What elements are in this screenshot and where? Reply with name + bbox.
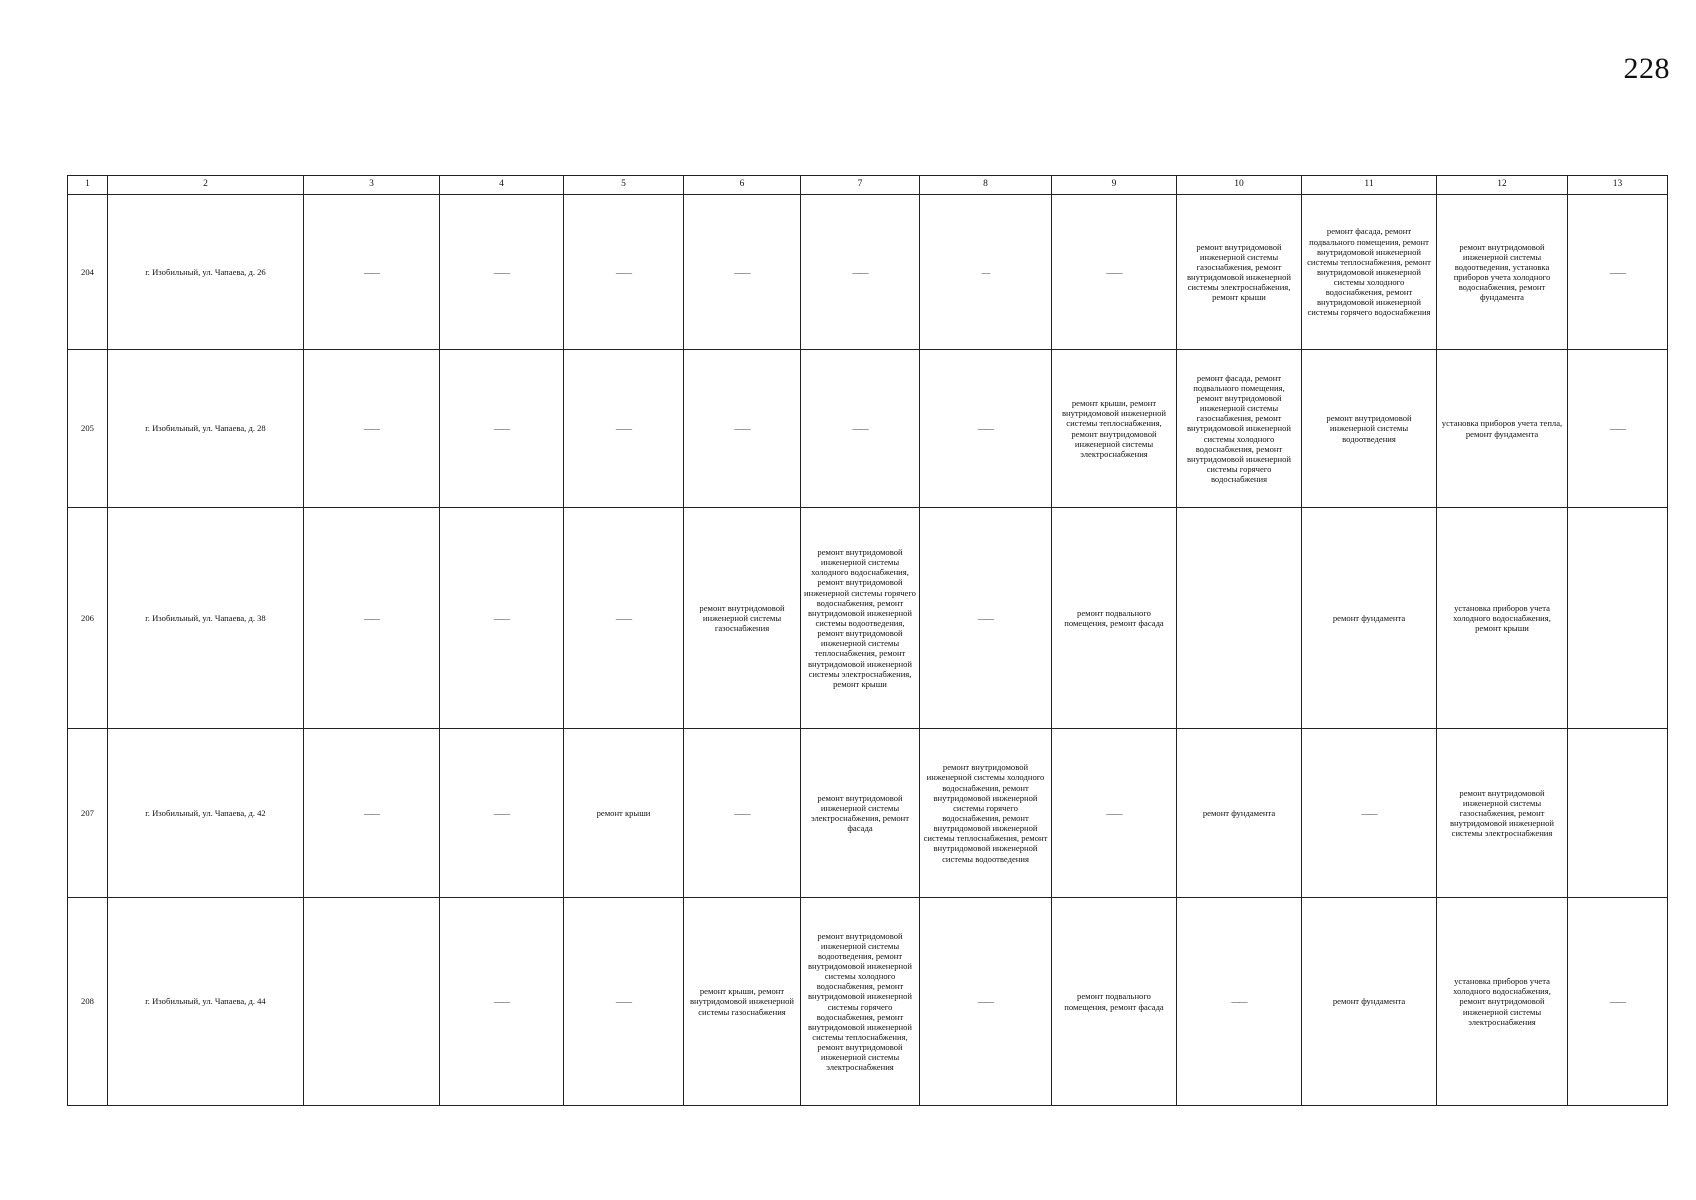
table-cell: ремонт внутридомовой инженерной системы водоотведения	[1302, 350, 1437, 508]
table-cell: ——	[920, 350, 1052, 508]
table-cell: ремонт внутридомовой инженерной системы холодного водоснабжения, ремонт внутридомовой инженерной системы горячего водоснабжения, ремонт внутридомовой инженерной системы теплоснабжения, ремонт внутридомовой инженерной системы водоотведения	[920, 729, 1052, 898]
row-number: 204	[68, 195, 108, 350]
table-cell: ремонт подвального помещения, ремонт фасада	[1052, 508, 1177, 729]
table-cell: ——	[920, 898, 1052, 1106]
column-number: 3	[304, 176, 440, 195]
table-cell: ——	[440, 729, 564, 898]
column-number: 4	[440, 176, 564, 195]
table-cell: ремонт внутридомовой инженерной системы газоснабжения, ремонт внутридомовой инженерной системы электроснабжения	[1437, 729, 1568, 898]
table-cell: ——	[304, 508, 440, 729]
table-cell: ——	[440, 195, 564, 350]
table-cell: установка приборов учета тепла, ремонт фундамента	[1437, 350, 1568, 508]
table-cell: ——	[440, 350, 564, 508]
column-number: 7	[801, 176, 920, 195]
table-cell	[304, 898, 440, 1106]
table-cell: ——	[564, 508, 684, 729]
table-cell: ——	[440, 898, 564, 1106]
table-cell: ——	[801, 195, 920, 350]
table-cell: ремонт внутридомовой инженерной системы электроснабжения, ремонт фасада	[801, 729, 920, 898]
table-row	[68, 508, 1668, 729]
table-cell: ремонт фундамента	[1302, 898, 1437, 1106]
column-number-row	[68, 176, 1668, 195]
address-cell: г. Изобильный, ул. Чапаева, д. 28	[108, 350, 304, 508]
column-number: 8	[920, 176, 1052, 195]
table-cell: ремонт фасада, ремонт подвального помещения, ремонт внутридомовой инженерной системы газоснабжения, ремонт внутридомовой инженерной системы холодного водоснабжения, ремонт внутридомовой инженерной системы горячего водоснабжения	[1177, 350, 1302, 508]
table-cell: ——	[564, 195, 684, 350]
table-cell: ремонт фасада, ремонт подвального помещения, ремонт внутридомовой инженерной системы теплоснабжения, ремонт внутридомовой инженерной системы холодного водоснабжения, ремонт внутридомовой инженерной системы горячего водоснабжения	[1302, 195, 1437, 350]
table-row	[68, 350, 1668, 508]
table-cell: ——	[684, 350, 801, 508]
table-row	[68, 195, 1668, 350]
row-number: 205	[68, 350, 108, 508]
row-number: 208	[68, 898, 108, 1106]
column-number: 10	[1177, 176, 1302, 195]
table-cell: ремонт подвального помещения, ремонт фасада	[1052, 898, 1177, 1106]
address-cell: г. Изобильный, ул. Чапаева, д. 44	[108, 898, 304, 1106]
column-number: 6	[684, 176, 801, 195]
table-cell: ——	[1568, 195, 1668, 350]
table-cell: установка приборов учета холодного водоснабжения, ремонт крыши	[1437, 508, 1568, 729]
table-cell: ——	[564, 350, 684, 508]
table-cell: ремонт крыши, ремонт внутридомовой инженерной системы теплоснабжения, ремонт внутридомовой инженерной системы электроснабжения	[1052, 350, 1177, 508]
table-cell: ремонт внутридомовой инженерной системы водоотведения, ремонт внутридомовой инженерной системы холодного водоснабжения, ремонт внутридомовой инженерной системы горячего водоснабжения, ремонт внутридомовой инженерной системы теплоснабжения, ремонт внутридомовой инженерной системы электроснабжения	[801, 898, 920, 1106]
table-cell: ——	[1177, 898, 1302, 1106]
table-cell: ремонт внутридомовой инженерной системы водоотведения, установка приборов учета холодного водоснабжения, ремонт фундамента	[1437, 195, 1568, 350]
column-number: 13	[1568, 176, 1668, 195]
table-cell: ——	[684, 195, 801, 350]
table-cell: ——	[1302, 729, 1437, 898]
row-number: 207	[68, 729, 108, 898]
table-cell: ——	[304, 195, 440, 350]
table-cell: ——	[1568, 898, 1668, 1106]
table-cell	[1568, 508, 1668, 729]
table-cell: ——	[920, 508, 1052, 729]
column-number: 12	[1437, 176, 1568, 195]
table-cell: ——	[1568, 350, 1668, 508]
table-cell	[1177, 508, 1302, 729]
table-row	[68, 898, 1668, 1106]
table-cell: установка приборов учета холодного водоснабжения, ремонт внутридомовой инженерной системы электроснабжения	[1437, 898, 1568, 1106]
column-number: 2	[108, 176, 304, 195]
table-cell: ——	[304, 729, 440, 898]
table-cell: ——	[1052, 195, 1177, 350]
address-cell: г. Изобильный, ул. Чапаева, д. 38	[108, 508, 304, 729]
table-cell	[1568, 729, 1668, 898]
column-number: 5	[564, 176, 684, 195]
table-cell: ремонт внутридомовой инженерной системы холодного водоснабжения, ремонт внутридомовой инженерной системы горячего водоснабжения, ремонт внутридомовой инженерной системы водоотведения, ремонт внутридомовой инженерной системы теплоснабжения, ремонт внутридомовой инженерной системы электроснабжения, ремонт крыши	[801, 508, 920, 729]
address-cell: г. Изобильный, ул. Чапаева, д. 26	[108, 195, 304, 350]
table-cell: ремонт внутридомовой инженерной системы газоснабжения, ремонт внутридомовой инженерной системы электроснабжения, ремонт крыши	[1177, 195, 1302, 350]
row-number: 206	[68, 508, 108, 729]
table-cell: ——	[564, 898, 684, 1106]
table-cell: ——	[801, 350, 920, 508]
table-cell: ——	[1052, 729, 1177, 898]
table-cell: ——	[684, 729, 801, 898]
table-cell: —	[920, 195, 1052, 350]
column-number: 9	[1052, 176, 1177, 195]
column-number: 11	[1302, 176, 1437, 195]
table-row	[68, 729, 1668, 898]
table-cell: ремонт внутридомовой инженерной системы газоснабжения	[684, 508, 801, 729]
table-cell: ремонт крыши	[564, 729, 684, 898]
column-number: 1	[68, 176, 108, 195]
page-number: 228	[1623, 52, 1670, 85]
repair-schedule-table	[67, 175, 1668, 1106]
table-cell: ремонт фундамента	[1302, 508, 1437, 729]
table-cell: ——	[440, 508, 564, 729]
table-cell: ремонт крыши, ремонт внутридомовой инженерной системы газоснабжения	[684, 898, 801, 1106]
table-cell: ——	[304, 350, 440, 508]
address-cell: г. Изобильный, ул. Чапаева, д. 42	[108, 729, 304, 898]
table-cell: ремонт фундамента	[1177, 729, 1302, 898]
